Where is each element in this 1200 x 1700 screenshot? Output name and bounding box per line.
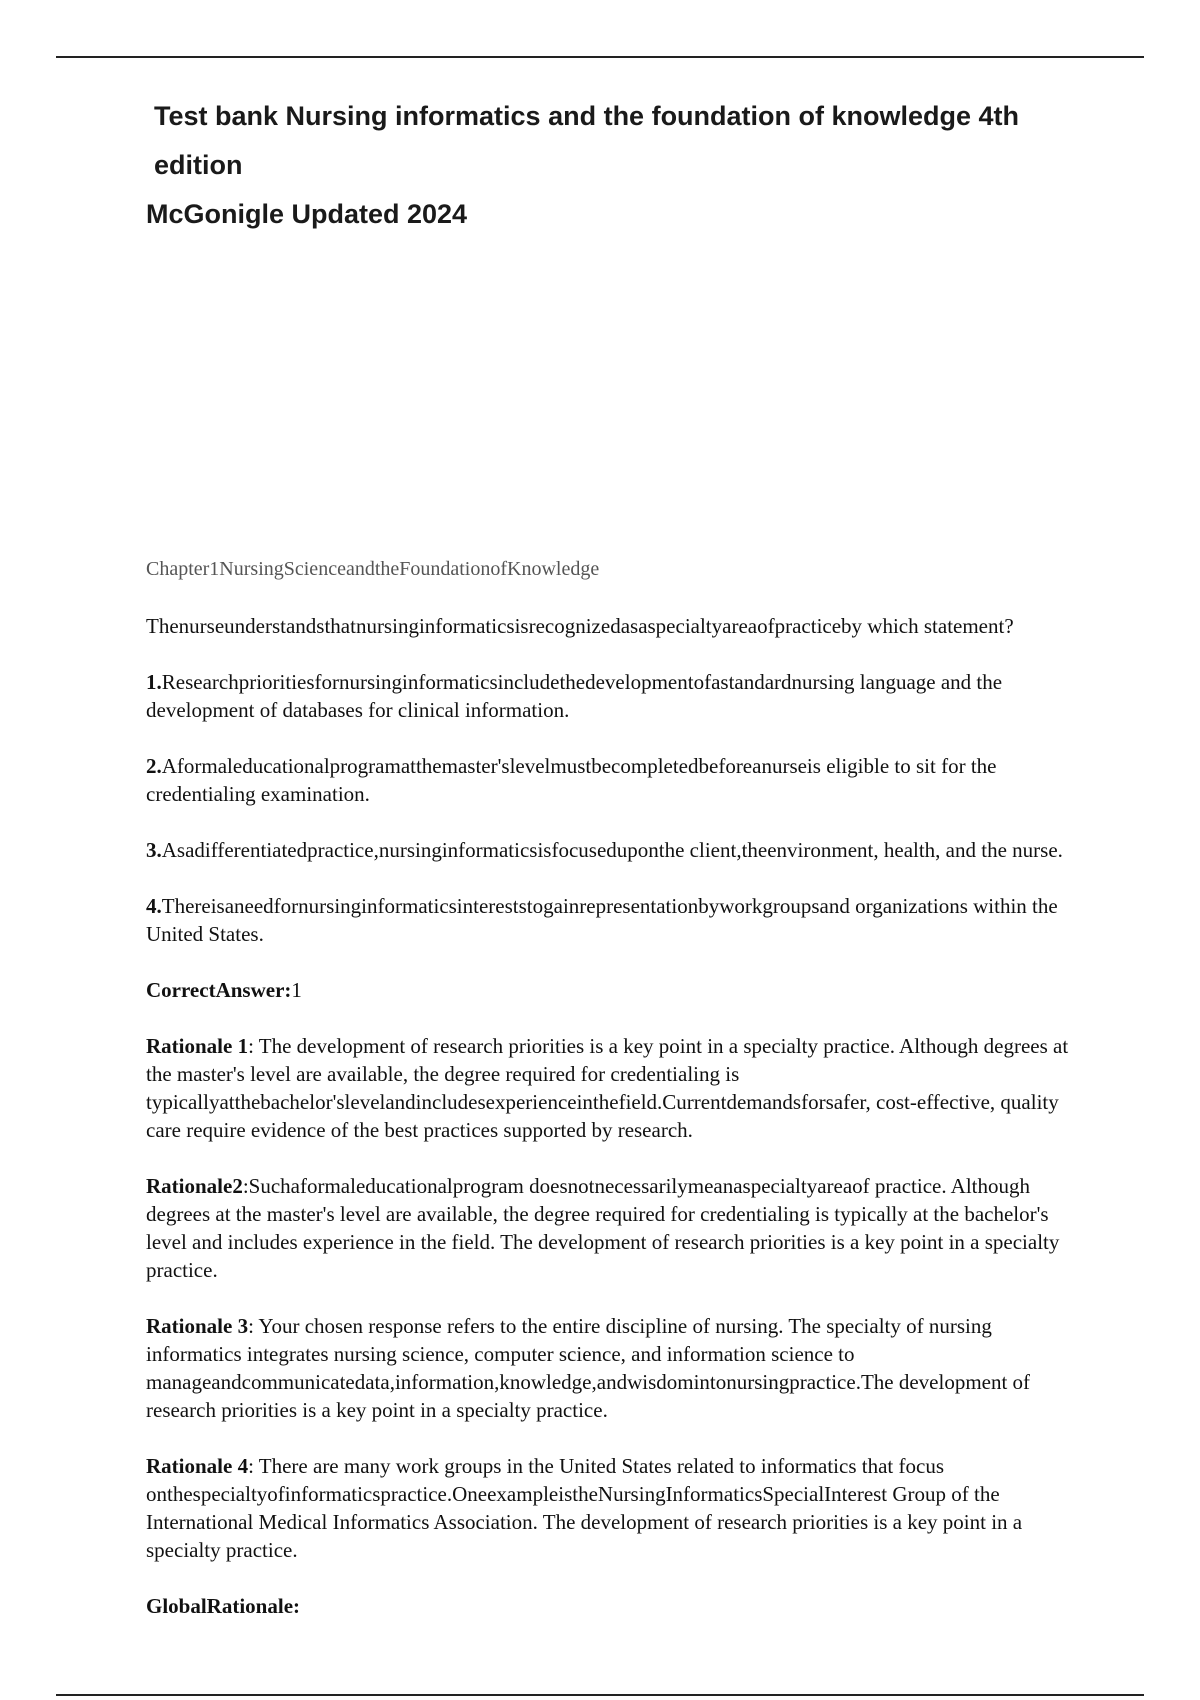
option-1: [146, 668, 1091, 724]
correct-answer: [146, 976, 1091, 1004]
title-line-2: McGonigle Updated 2024: [146, 199, 468, 229]
correct-answer-value: 1: [291, 978, 302, 1002]
rationale-text: : Your chosen response refers to the entire discipline of nursing. The specialty of nursing informatics integrates nursing science, computer science, and information science to manageandcommunicatedata,information,knowledge,andwisdomintonursingpractice.The development of research priorities is a key point in a specialty practice.: [146, 1314, 1031, 1422]
rationale-text: : There are many work groups in the United States related to informatics that focus onthespecialtyofinformaticspractice.OneexampleistheNursingInformaticsSpecialInterest Group of the International Medical Informatics Association. The development of research priorities is a key point in a specialty practice.: [146, 1454, 1023, 1562]
question-stem: Thenurseunderstandsthatnursinginformaticsisrecognizedasaspecialtyareaofpracticeby which statement?: [146, 614, 1014, 638]
rationale-text: : The development of research priorities is a key point in a specialty practice. Although degrees at the master's level are available, the degree required for credentialing is typicallyatthebachelor'slevelandincludesexperienceinthefield.Currentdemandsforsafer, cost-effective, quality care require evidence of the best practices supported by research.: [146, 1034, 1069, 1142]
option-4: [146, 892, 1091, 948]
option-number: 1.: [146, 670, 162, 694]
option-number: 2.: [146, 754, 162, 778]
option-2: [146, 752, 1091, 808]
rationale-label: Rationale2: [146, 1174, 243, 1198]
rationale-4: [146, 1452, 1091, 1564]
answer-options: [146, 668, 1091, 948]
correct-answer-label: CorrectAnswer:: [146, 978, 292, 1002]
option-3: [146, 836, 1091, 864]
document-title: [146, 92, 1091, 239]
rationale-label: Rationale 4: [146, 1454, 249, 1478]
rationale-label: Rationale 1: [146, 1034, 249, 1058]
title-line-1: Test bank Nursing informatics and the foundation of knowledge 4th edition: [154, 101, 1020, 180]
rationale-label: Rationale 3: [146, 1314, 249, 1338]
document-body: [146, 92, 1091, 1620]
rationale-text: :Suchaformaleducationalprogram doesnotnecessarilymeanaspecialtyareaof practice. Although degrees at the master's level are available, the degree required for credentialing is typically at the bachelor's level and includes experience in the field. The development of research priorities is a key point in a specialty practice.: [146, 1174, 1060, 1282]
top-divider: [56, 56, 1144, 58]
option-number: 4.: [146, 894, 162, 918]
option-text: Asadifferentiatedpractice,nursinginformaticsisfocuseduponthe client,theenvironment, health, and the nurse.: [161, 838, 1063, 862]
rationale-3: [146, 1312, 1091, 1424]
global-rationale-label: GlobalRationale:: [146, 1594, 301, 1618]
option-text: Aformaleducationalprogramatthemaster'slevelmustbecompletedbeforeanurseis eligible to sit for the credentialing examination.: [146, 754, 997, 806]
rationale-1: [146, 1032, 1091, 1144]
chapter-heading: Chapter1NursingScienceandtheFoundationofKnowledge: [146, 558, 600, 580]
option-number: 3.: [146, 838, 162, 862]
rationale-2: [146, 1172, 1091, 1284]
bottom-divider: [56, 1694, 1144, 1696]
option-text: Thereisaneedfornursinginformaticsintereststogainrepresentationbyworkgroupsand organizations within the United States.: [146, 894, 1058, 946]
option-text: Researchprioritiesfornursinginformaticsincludethedevelopmentofastandardnursing language and the development of databases for clinical information.: [146, 670, 1003, 722]
